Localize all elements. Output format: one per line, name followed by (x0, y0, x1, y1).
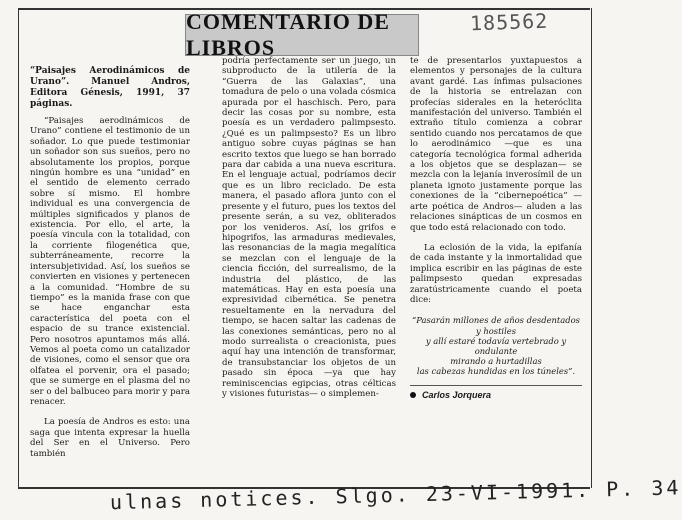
paragraph: La poesía de Andros es esto: una saga que intenta expresar la huella del Ser en el Universo. Pero también (30, 417, 190, 459)
poem-quote (410, 315, 582, 376)
author-name: Carlos Jorquera (422, 389, 492, 400)
poem-line: y allí estaré todavía vertebrado y ondulante (425, 335, 567, 356)
poem-line: “Pasarán millones de años desdentados y hostiles (412, 315, 580, 336)
paragraph: podría perfectamente ser un juego, un subproducto de la utilería de la “Guerra de las Galaxias”, una tomadura de pelo o una volada cósmica apurada por el haschisch. Pero, para decir las cosas por su nombre, esta poesía es un verdadero palimpsesto. ¿Qué es un palimpsesto? Es un libro antiguo sobre cuyas páginas se han escrito textos que luego se han borrado para dar cabida a una nueva escritura. En el lenguaje actual, podríamos decir que es un libro reciclado. De esta manera, el pasado aflora junto con el presente y el futuro, pues los textos del presente serán, a su vez, obliterados por los venideros. Así, los grifos e hipogrifos, las armaduras medievales, las resonancias de la magia megalítica se mezclan con el lenguaje de la ciencia ficción, del surrealismo, de la industria del plástico, de las matemáticas. Hay en esta poesía una expresividad cibernética. Se penetra resueltamente en la nervadura del tiempo, se hacen saltar las cadenas de las conexiones semánticas, pero no al modo surrealista o creacionista, pues aquí hay una intención de transformar, de transubstanciar los objetos de un pasado sin época —ya que hay reminiscencias egipcias, otras célticas y visiones futuristas— o simplemen- (222, 56, 396, 399)
column-2 (222, 56, 396, 399)
poem-line: las cabezas hundidas en los túneles”. (416, 366, 576, 377)
bullet-icon (410, 392, 416, 398)
column-3 (410, 56, 582, 400)
paragraph: “Paisajes aerodinámicos de Urano” contiene el testimonio de un soñador. Lo que puede testimoniar un soñador son sus sueños, pero no absolutamente los propios, porque ningún hombre es una “unidad” en el sentido de elemento cerrado sobre sí mismo. El hombre individual es una convergencia de múltiples significados y planos de existencia. Por ello, el arte, la poesía vincula con la totalidad, con la corriente filogenética que, subterráneamente, recorre la intersubjetividad. Así, los sueños se convierten en visiones y pertenecen a la comunidad. “Hombre de su tiempo” es la manida frase con que se hace enganchar esta característica del poeta con el espacio de su trance existencial. Pero nosotros apuntamos más allá. Vemos al poeta como un catalizador de visiones, como el sensor que ora olfatea el porvenir, ora el pasado; que se sumerge en el plasma del no ser o del balbuceo para morir y para renacer. (30, 116, 190, 407)
column-1 (30, 66, 190, 459)
handwritten-annotation: ulnas notices. Slgo. 23-VI-1991. P. 34 (109, 475, 682, 515)
archive-code: 185562 (469, 8, 549, 36)
poem-line: mirando a hurtadillas (450, 356, 542, 367)
paragraph: te de presentarlos yuxtapuestos a elementos y personajes de la cultura avant gardé. Las ínfimas pulsaciones de la historia se entrelazan con profecías siderales en la heteróclita manifestación del universo. También el extraño título comienza a cobrar sentido cuando nos percatamos de que lo aerodinámico —que es una categoría tecnológica formal adherida a los objetos que se desplazan— se mezcla con la lejanía inverosímil de un planeta ignoto justamente porque las conexiones de la “cibernepoética” —arte poética de Andros— aluden a las relaciones sinápticas de un cosmos en que todo está relacionado con todo. (410, 56, 582, 233)
paragraph: La eclosión de la vida, la epifanía de cada instante y la inmortalidad que implica escribir en las páginas de este palimpsesto quedan expresadas zaratústricamente cuando el poeta dice: (410, 242, 582, 305)
section-header (185, 9, 419, 60)
book-reference: “Paisajes Aerodinámicos de Urano”. Manuel Andros, Editora Génesis, 1991, 37 páginas. (30, 66, 190, 109)
author-signature (410, 390, 582, 400)
section-title: COMENTARIO DE LIBROS (186, 9, 390, 60)
signature-rule (410, 385, 582, 386)
